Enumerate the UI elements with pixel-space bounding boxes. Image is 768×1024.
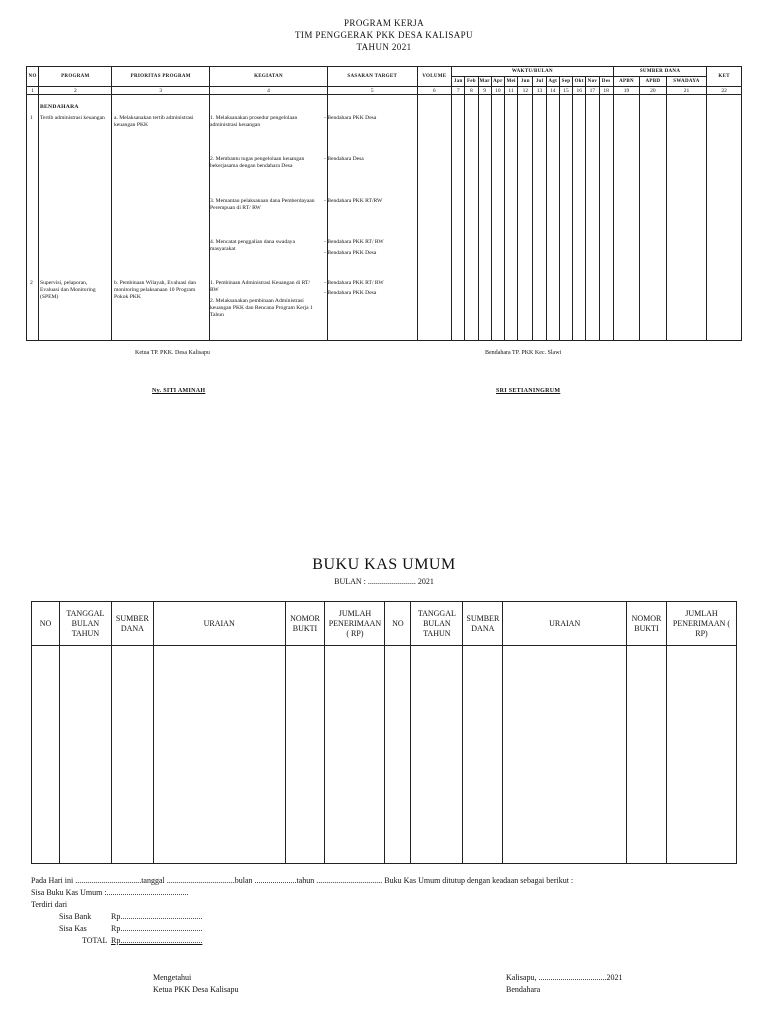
col-number: 17 bbox=[586, 87, 599, 95]
row-prioritas: b. Pembinaan Wilayah, Evaluasi dan monitoring pelaksanaan 10 Program Pokok PKK bbox=[114, 280, 197, 300]
col-number: 19 bbox=[613, 87, 639, 95]
cash-label: Sisa Kas bbox=[59, 924, 87, 933]
col-number: 15 bbox=[559, 87, 572, 95]
row-sasaran: - Bendahara PKK RT/RW bbox=[324, 198, 383, 204]
col-prioritas: PRIORITAS PROGRAM bbox=[112, 67, 210, 87]
month-label: Jun bbox=[518, 77, 533, 87]
col-apbn: APBN bbox=[613, 77, 639, 87]
bku-col-header: JUMLAH PENERIMAAN ( RP) bbox=[325, 602, 385, 646]
col-number: 18 bbox=[599, 87, 613, 95]
month-label: Okt bbox=[573, 77, 586, 87]
col-number: 1 bbox=[27, 87, 39, 95]
col-waktu: WAKTU/BULAN bbox=[452, 67, 614, 77]
row-sasaran: - Bendahara PKK Desa bbox=[324, 115, 377, 121]
bank-label: Sisa Bank bbox=[59, 912, 92, 921]
bku-col-header: URAIAN bbox=[503, 602, 627, 646]
month-label: Des bbox=[599, 77, 613, 87]
cash-value: Rp......................................... bbox=[111, 924, 203, 933]
row-kegiatan: 4. Mencatat penggalian dana swadaya masyarakat bbox=[210, 239, 295, 252]
row-number: 2 bbox=[30, 280, 33, 286]
remaining-balance: Sisa Buku Kas Umum :......................................... bbox=[31, 888, 189, 897]
row-sasaran: - Bendahara Desa bbox=[324, 156, 364, 162]
col-volume: VOLUME bbox=[417, 67, 452, 87]
bku-table bbox=[31, 601, 737, 864]
col-number: 4 bbox=[210, 87, 328, 95]
col-number: 8 bbox=[465, 87, 478, 95]
col-sumber: SUMBER DANA bbox=[613, 67, 707, 77]
bank-value: Rp......................................... bbox=[111, 912, 203, 921]
col-kegiatan: KEGIATAN bbox=[210, 67, 328, 87]
row-number: 1 bbox=[30, 115, 33, 121]
col-no: NO bbox=[27, 67, 39, 87]
month-label: Jan bbox=[452, 77, 465, 87]
col-apbd: APBD bbox=[640, 77, 666, 87]
sign-left-title: Ketua TP. PKK. Desa Kalisapu bbox=[135, 350, 210, 356]
bku-col-header: JUMLAH PENERIMAAN ( RP) bbox=[666, 602, 736, 646]
month-label: Feb bbox=[465, 77, 478, 87]
place-date: Kalisapu, ..................................2021 bbox=[506, 973, 623, 982]
bku-col-header: SUMBER DANA bbox=[463, 602, 503, 646]
consists-of-label: Terdiri dari bbox=[31, 900, 68, 909]
treasurer-title: Bendahara bbox=[506, 985, 541, 994]
row-sasaran: - Bendahara PKK RT/ RW bbox=[324, 280, 384, 286]
program-subtitle: TIM PENGGERAK PKK DESA KALISAPU bbox=[295, 30, 473, 40]
total-value: Rp......................................... bbox=[111, 936, 203, 945]
col-ket: KET bbox=[707, 67, 742, 87]
col-sasaran: SASARAN TARGET bbox=[328, 67, 418, 87]
col-number: 20 bbox=[640, 87, 666, 95]
bku-col-header: TANGGAL BULAN TAHUN bbox=[411, 602, 463, 646]
bku-col-header: NOMOR BUKTI bbox=[627, 602, 667, 646]
month-label: Mei bbox=[504, 77, 517, 87]
col-number: 11 bbox=[504, 87, 517, 95]
month-label: Agt bbox=[546, 77, 559, 87]
bku-col-header: NOMOR BUKTI bbox=[285, 602, 325, 646]
total-label: TOTAL bbox=[82, 936, 108, 945]
col-number: 22 bbox=[707, 87, 742, 95]
row-kegiatan: 2. Membantu tugas pengelolaan keuangan bekerjasama dengan bendahara Desa bbox=[210, 156, 305, 169]
bku-month: BULAN : ........................ 2021 bbox=[334, 577, 434, 586]
col-number: 2 bbox=[39, 87, 112, 95]
col-number: 7 bbox=[452, 87, 465, 95]
month-label: Mar bbox=[478, 77, 491, 87]
row-kegiatan: 2. Melaksanakan pembinaan Administrasi keuangan PKK dan Rencana Program Kerja 1 Tahun bbox=[210, 298, 313, 318]
bku-col-header: URAIAN bbox=[153, 602, 285, 646]
col-number: 21 bbox=[666, 87, 707, 95]
col-number: 9 bbox=[478, 87, 491, 95]
bku-col-header: NO bbox=[385, 602, 411, 646]
month-label: Sep bbox=[559, 77, 572, 87]
bku-col-header: SUMBER DANA bbox=[111, 602, 153, 646]
sign-right-title: Bendahara TP. PKK Kec. Slawi bbox=[485, 350, 562, 356]
section-label: BENDAHARA bbox=[40, 104, 79, 110]
sign-right-name: SRI SETIANINGRUM bbox=[496, 388, 561, 394]
closing-statement: Pada Hari ini .................................tanggal ..................................bulan .....................tahun ................................. Buku Kas Umum ditutup dengan keadaan sebagai berikut : bbox=[31, 876, 574, 885]
col-number: 5 bbox=[328, 87, 418, 95]
row-kegiatan: 1. Pembinaan Administrasi Keuangan di RT/ RW bbox=[210, 280, 311, 293]
col-number: 12 bbox=[518, 87, 533, 95]
month-label: Apr bbox=[491, 77, 504, 87]
col-number: 10 bbox=[491, 87, 504, 95]
col-number: 3 bbox=[112, 87, 210, 95]
bku-title: BUKU KAS UMUM bbox=[312, 556, 456, 573]
row-sasaran: - Bendahara PKK Desa bbox=[324, 250, 377, 256]
col-program: PROGRAM bbox=[39, 67, 112, 87]
col-swadaya: SWADAYA bbox=[666, 77, 707, 87]
sign-left-name: Ny. SITI AMINAH bbox=[152, 388, 206, 394]
month-label: Jul bbox=[533, 77, 546, 87]
col-number: 13 bbox=[533, 87, 546, 95]
col-number: 14 bbox=[546, 87, 559, 95]
row-kegiatan: 1. Melaksanakan prosedur pengelolaan administrasi keuangan bbox=[210, 115, 298, 128]
bku-col-header: TANGGAL BULAN TAHUN bbox=[59, 602, 111, 646]
acknowledged-label: Mengetahui bbox=[153, 973, 192, 982]
row-program: Supervisi, pelaporan, Evaluasi dan Monitoring (SPEM) bbox=[40, 280, 96, 300]
month-label: Nov bbox=[586, 77, 599, 87]
row-sasaran: - Bendahara PKK Desa bbox=[324, 290, 377, 296]
col-number: 16 bbox=[573, 87, 586, 95]
row-kegiatan: 3. Memantau pelaksanaan dana Pemberdayaan Perempuan di RT/ RW bbox=[210, 198, 315, 211]
bku-col-header: NO bbox=[32, 602, 60, 646]
program-title: PROGRAM KERJA bbox=[344, 18, 424, 28]
row-sasaran: - Bendahara PKK RT/ RW bbox=[324, 239, 384, 245]
col-number: 6 bbox=[417, 87, 452, 95]
program-year: TAHUN 2021 bbox=[356, 42, 412, 52]
row-prioritas: a. Melaksanakan tertib administrasi keuangan PKK bbox=[114, 115, 194, 128]
row-program: Tertib administrasi keuangan bbox=[40, 115, 105, 121]
chair-title: Ketua PKK Desa Kalisapu bbox=[153, 985, 239, 994]
